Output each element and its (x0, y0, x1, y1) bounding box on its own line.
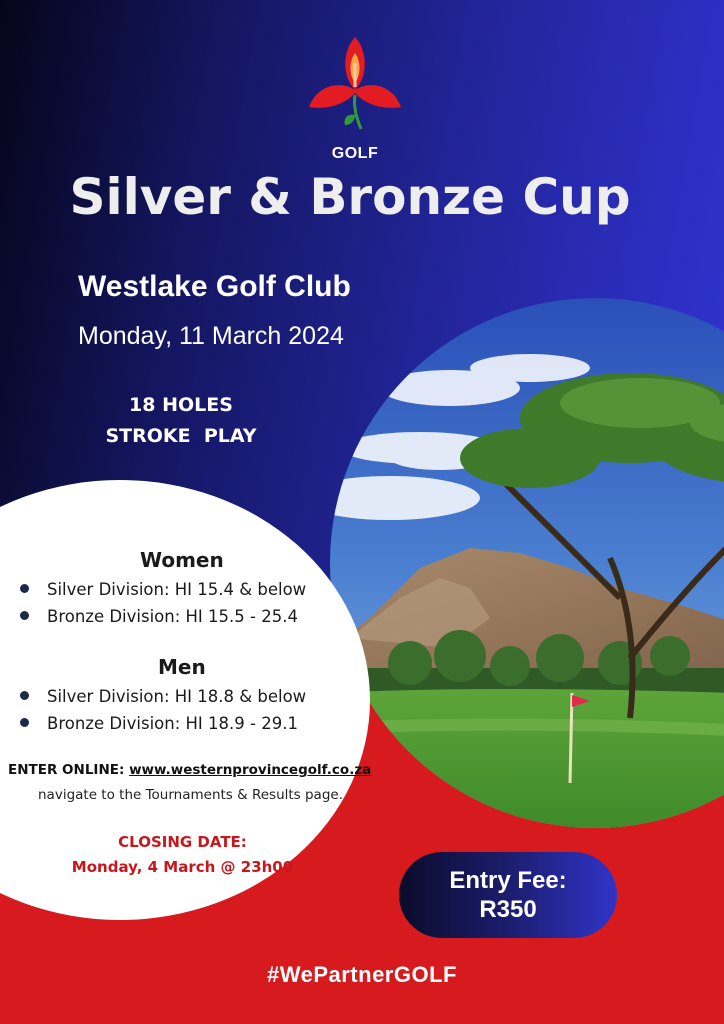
men-bronze-text: Bronze Division: HI 18.9 - 29.1 (47, 714, 298, 733)
enter-online-label: ENTER ONLINE: (8, 762, 125, 778)
bullet-icon (20, 718, 29, 727)
venue-name: Westlake Golf Club (78, 270, 351, 303)
bullet-icon (20, 584, 29, 593)
men-bronze-item (20, 714, 298, 733)
enter-online-line (8, 762, 371, 778)
disa-flower-logo (305, 35, 405, 135)
women-bronze-item (20, 607, 298, 626)
women-silver-item (20, 580, 306, 599)
entry-fee-value: R350 (479, 896, 537, 923)
closing-date-value: Monday, 4 March @ 23h00 (71, 858, 294, 876)
format-holes: 18 HOLES (129, 394, 233, 416)
event-date: Monday, 11 March 2024 (78, 322, 344, 350)
entry-url-link[interactable]: www.westernprovincegolf.co.za (129, 762, 372, 778)
women-heading: Women (140, 548, 224, 572)
brand-label: GOLF (331, 145, 379, 162)
hashtag: #WePartnerGOLF (267, 962, 457, 987)
event-title: Silver & Bronze Cup (69, 168, 631, 226)
men-silver-item (20, 687, 306, 706)
format-play: STROKE PLAY (105, 425, 257, 447)
entry-fee-label: Entry Fee: (449, 867, 567, 894)
format-block (96, 390, 266, 452)
closing-date-label: CLOSING DATE: (118, 833, 247, 851)
men-heading: Men (158, 655, 206, 679)
men-silver-text: Silver Division: HI 18.8 & below (47, 687, 307, 706)
bullet-icon (20, 611, 29, 620)
bullet-icon (20, 691, 29, 700)
women-silver-text: Silver Division: HI 15.4 & below (47, 580, 307, 599)
navigate-instruction: navigate to the Tournaments & Results page. (38, 787, 343, 803)
entry-fee-badge (399, 852, 617, 938)
women-bronze-text: Bronze Division: HI 15.5 - 25.4 (47, 607, 298, 626)
closing-date-block (40, 830, 325, 880)
